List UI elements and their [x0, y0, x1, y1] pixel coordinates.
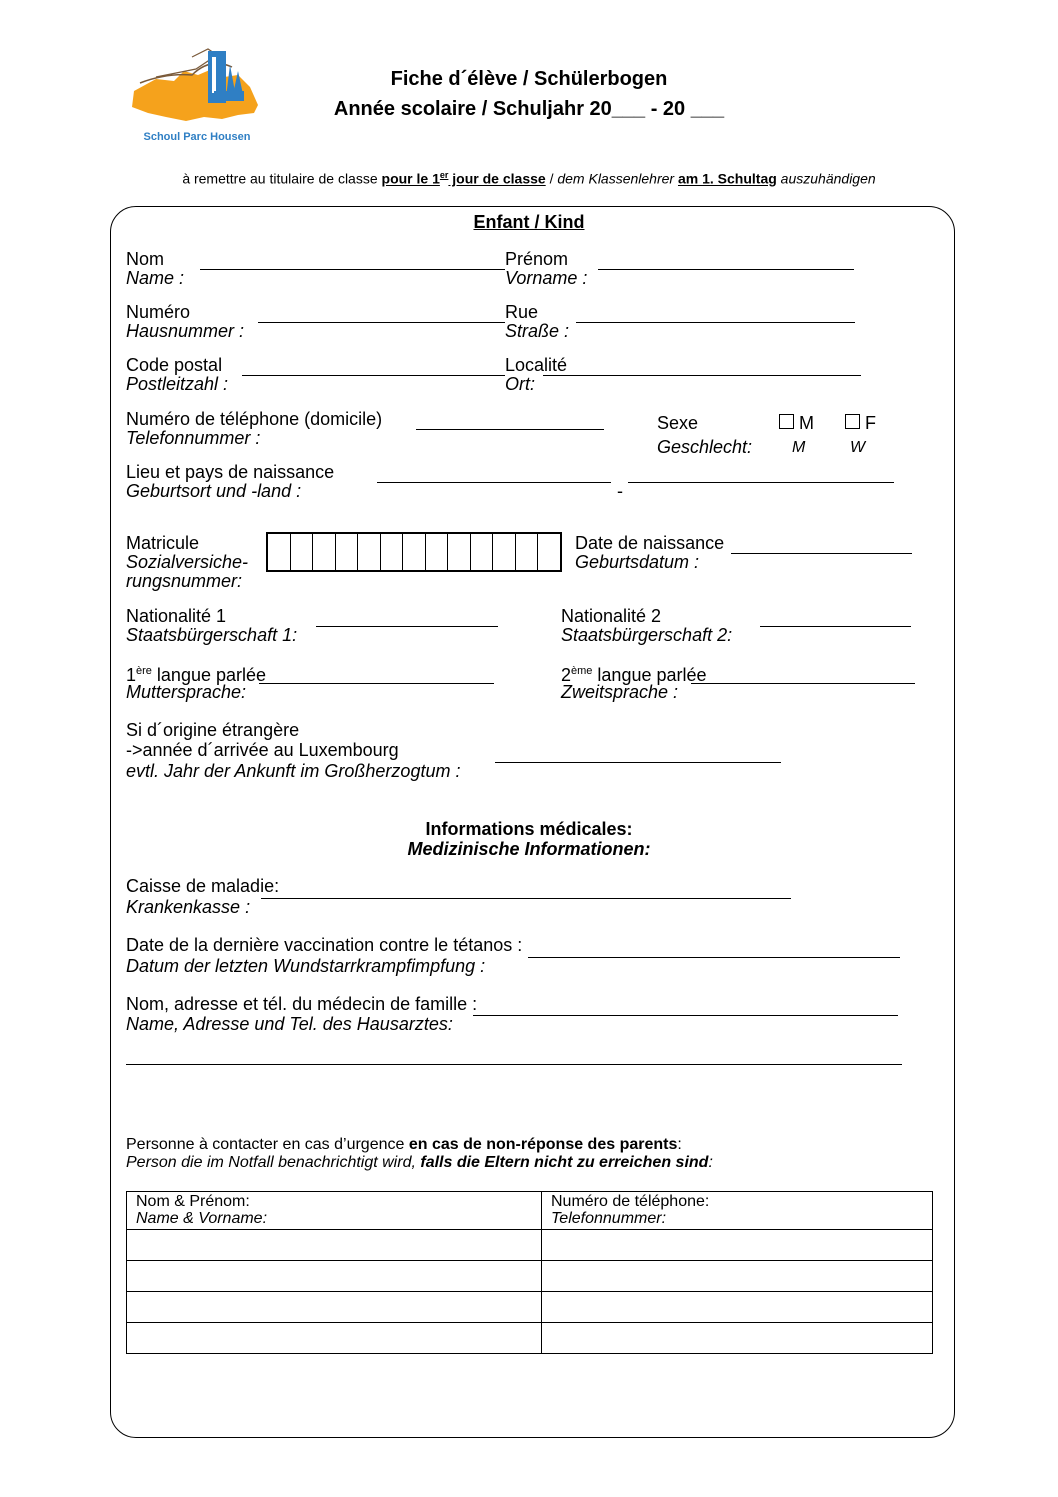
field-numero[interactable]	[258, 322, 505, 323]
col-name-de: Name & Vorname:	[136, 1210, 268, 1227]
field-localite[interactable]	[543, 375, 861, 376]
matricule-digit[interactable]	[471, 534, 494, 570]
col-name-fr: Nom & Prénom:	[136, 1193, 250, 1210]
matricule-digit[interactable]	[358, 534, 381, 570]
field-nationalite-1[interactable]	[316, 626, 498, 627]
cell-name[interactable]	[127, 1261, 542, 1292]
field-pays-naissance[interactable]	[628, 482, 894, 483]
label-vaccination: Date de la dernière vaccination contre le tétanos :	[126, 935, 523, 955]
label-nom: Nom	[126, 249, 165, 269]
matricule-boxes[interactable]	[266, 532, 562, 572]
header-cell-name	[127, 1192, 542, 1230]
table-row	[127, 1292, 933, 1323]
label-krankenkasse: Krankenkasse :	[126, 897, 251, 917]
matricule-digit[interactable]	[313, 534, 336, 570]
field-langue-2[interactable]	[691, 683, 915, 684]
label-ort: Ort:	[505, 374, 535, 394]
col-phone-de: Telefonnummer:	[551, 1210, 667, 1227]
table-row	[127, 1323, 933, 1354]
label-telephone: Numéro de téléphone (domicile)	[126, 409, 383, 429]
table-row	[127, 1230, 933, 1261]
cell-name[interactable]	[127, 1323, 542, 1354]
label-muttersprache: Muttersprache:	[126, 682, 247, 702]
cell-phone[interactable]	[542, 1261, 933, 1292]
checkbox-sexe-m[interactable]	[779, 414, 794, 429]
label-staatsburgerschaft-1: Staatsbürgerschaft 1:	[126, 625, 298, 645]
field-caisse-maladie[interactable]	[261, 898, 791, 899]
field-code-postal[interactable]	[242, 375, 505, 376]
label-hausnummer: Hausnummer :	[126, 321, 245, 341]
field-langue-1[interactable]	[259, 683, 494, 684]
label-sozialversicherung-2: rungsnummer:	[126, 571, 243, 591]
cell-phone[interactable]	[542, 1323, 933, 1354]
label-sexe-m-de: M	[792, 439, 806, 456]
header-cell-phone	[542, 1192, 933, 1230]
cell-phone[interactable]	[542, 1230, 933, 1261]
emergency-intro-de: Person die im Notfall benachrichtigt wird, falls die Eltern nicht zu erreichen sind:	[126, 1154, 713, 1171]
label-lieu-naissance: Lieu et pays de naissance	[126, 462, 335, 482]
label-sexe-m: M	[799, 413, 814, 433]
label-wundstarrkrampfimpfung: Datum der letzten Wundstarrkrampfimpfung :	[126, 956, 486, 976]
table-row	[127, 1261, 933, 1292]
handover-note: à remettre au titulaire de classe pour le 1er jour de classe / dem Klassenlehrer am 1. Schultag auszuhändigen	[182, 170, 876, 187]
medical-title-fr: Informations médicales:	[425, 819, 633, 839]
label-localite: Localité	[505, 355, 568, 375]
field-telephone[interactable]	[416, 429, 604, 430]
label-vorname: Vorname :	[505, 268, 588, 288]
label-medecin: Nom, adresse et tél. du médecin de famille :	[126, 994, 478, 1014]
field-rue[interactable]	[576, 322, 855, 323]
label-langue-2: 2ème langue parlée	[561, 665, 707, 685]
label-postleitzahl: Postleitzahl :	[126, 374, 229, 394]
table-header-row	[127, 1192, 933, 1230]
label-nationalite-2: Nationalité 2	[561, 606, 662, 626]
label-jahr-ankunft: evtl. Jahr der Ankunft im Großherzogtum :	[126, 761, 461, 781]
emergency-contacts-table	[126, 1191, 933, 1354]
school-logo	[126, 47, 268, 147]
field-vaccination[interactable]	[528, 957, 900, 958]
label-rue: Rue	[505, 302, 539, 322]
label-name: Name :	[126, 268, 185, 288]
cell-phone[interactable]	[542, 1292, 933, 1323]
label-nationalite-1: Nationalité 1	[126, 606, 227, 626]
field-prenom[interactable]	[598, 269, 854, 270]
emergency-intro-fr: Personne à contacter en cas d’urgence en cas de non-réponse des parents:	[126, 1136, 682, 1153]
label-zweitsprache: Zweitsprache :	[561, 682, 679, 702]
field-nationalite-2[interactable]	[760, 626, 911, 627]
lieu-separator: -	[617, 481, 623, 501]
field-medecin-1[interactable]	[473, 1015, 898, 1016]
field-date-naissance[interactable]	[731, 553, 912, 554]
label-sexe-w-de: W	[850, 439, 866, 456]
field-annee-arrivee[interactable]	[495, 762, 781, 763]
matricule-digit[interactable]	[268, 534, 291, 570]
matricule-digit[interactable]	[403, 534, 426, 570]
label-date-naissance: Date de naissance	[575, 533, 725, 553]
label-sexe: Sexe	[657, 413, 699, 433]
label-numero: Numéro	[126, 302, 191, 322]
form-title: Fiche d´élève / Schülerbogen	[390, 68, 668, 90]
field-lieu-naissance[interactable]	[377, 482, 611, 483]
label-hausarzt: Name, Adresse und Tel. des Hausarztes:	[126, 1014, 453, 1034]
matricule-digit[interactable]	[538, 534, 560, 570]
logo-caption: Schoul Parc Housen	[143, 131, 251, 143]
label-geschlecht: Geschlecht:	[657, 437, 753, 457]
label-origine-2: ->année d´arrivée au Luxembourg	[126, 740, 399, 760]
label-geburtsdatum: Geburtsdatum :	[575, 552, 700, 572]
medical-title-de: Medizinische Informationen:	[407, 839, 651, 859]
label-strasse: Straße :	[505, 321, 570, 341]
label-geburtsort: Geburtsort und -land :	[126, 481, 302, 501]
matricule-digit[interactable]	[291, 534, 314, 570]
matricule-digit[interactable]	[493, 534, 516, 570]
label-staatsburgerschaft-2: Staatsbürgerschaft 2:	[561, 625, 733, 645]
school-year-line: Année scolaire / Schuljahr 20___ - 20 ___	[333, 98, 725, 120]
label-origine-1: Si d´origine étrangère	[126, 720, 300, 740]
field-medecin-2[interactable]	[126, 1064, 902, 1065]
field-nom[interactable]	[200, 269, 505, 270]
label-sexe-f: F	[865, 413, 876, 433]
col-phone-fr: Numéro de téléphone:	[551, 1193, 710, 1210]
checkbox-sexe-f[interactable]	[845, 414, 860, 429]
label-prenom: Prénom	[505, 249, 569, 269]
section-title-child: Enfant / Kind	[473, 212, 585, 232]
matricule-digit[interactable]	[516, 534, 539, 570]
matricule-digit[interactable]	[448, 534, 471, 570]
label-sozialversicherung-1: Sozialversiche-	[126, 552, 249, 572]
matricule-digit[interactable]	[381, 534, 404, 570]
label-langue-1: 1ère langue parlée	[126, 665, 267, 685]
matricule-digit[interactable]	[426, 534, 449, 570]
label-caisse-maladie: Caisse de maladie:	[126, 876, 280, 896]
matricule-digit[interactable]	[336, 534, 359, 570]
cell-name[interactable]	[127, 1292, 542, 1323]
cell-name[interactable]	[127, 1230, 542, 1261]
label-code-postal: Code postal	[126, 355, 223, 375]
label-telefonnummer: Telefonnummer :	[126, 428, 261, 448]
label-matricule: Matricule	[126, 533, 200, 553]
